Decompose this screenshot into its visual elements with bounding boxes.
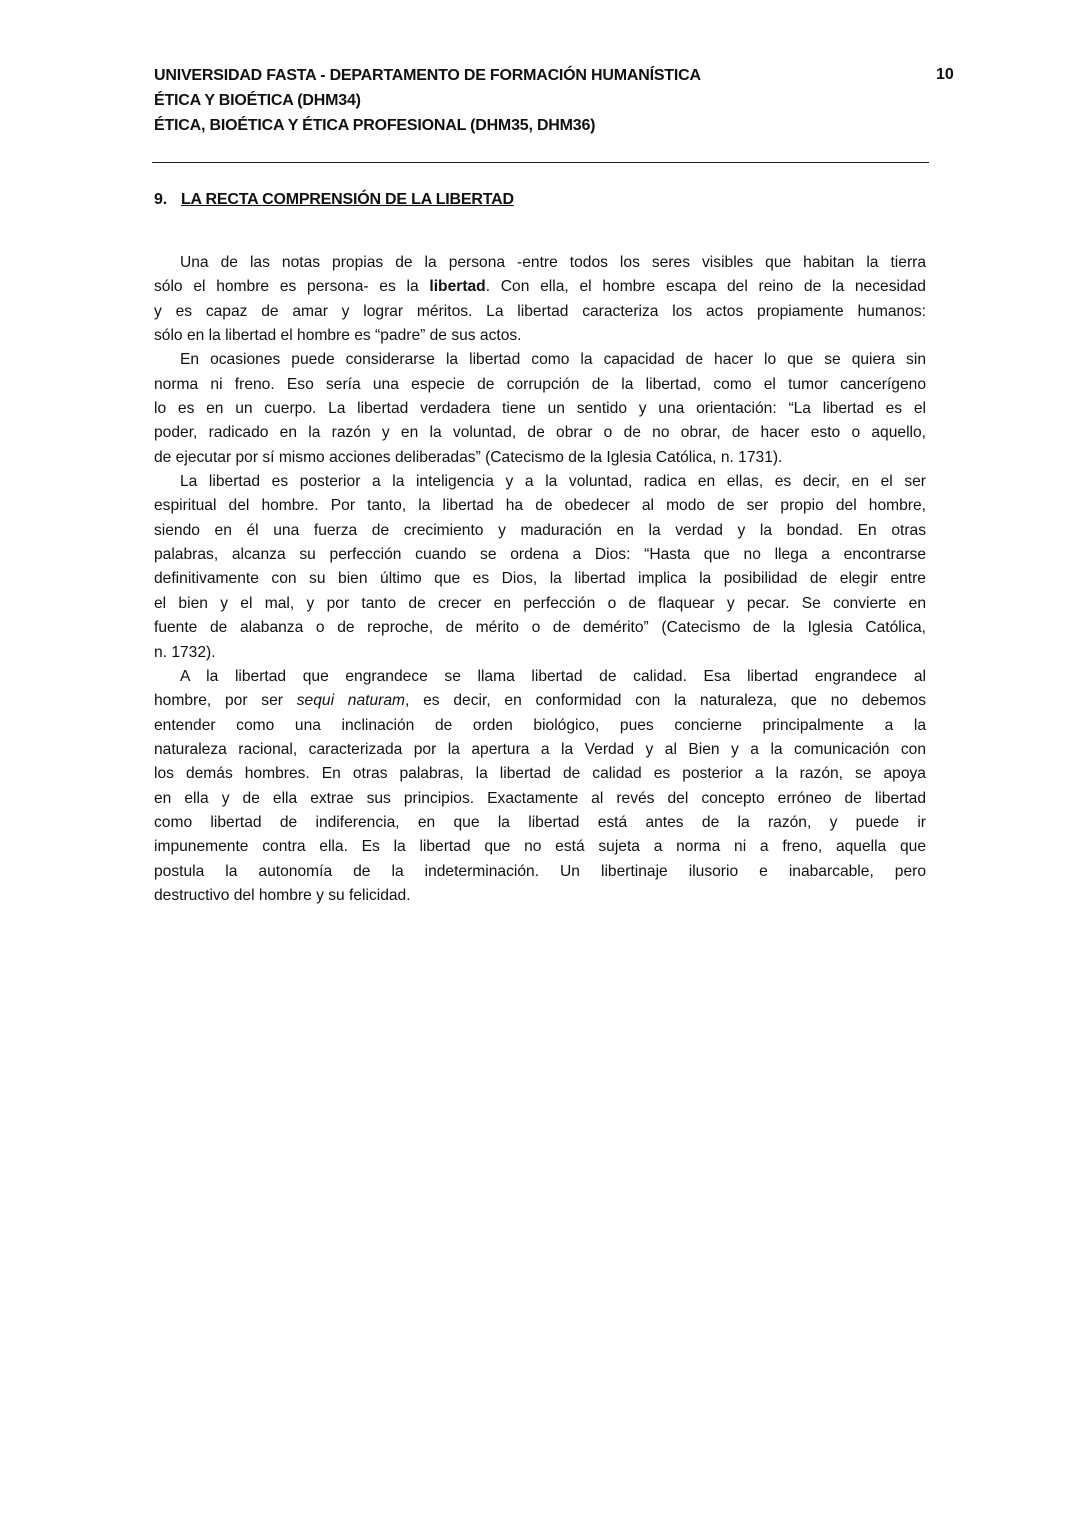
text-line: espiritual del hombre. Por tanto, la libertad ha de obedecer al modo de ser propio del hombre, <box>154 497 926 515</box>
text-line: destructivo del hombre y su felicidad. <box>154 886 411 904</box>
text-line: A la libertad que engrandece se llama libertad de calidad. Esa libertad engrandece al <box>180 667 926 685</box>
text-line: La libertad es posterior a la inteligencia y a la voluntad, radica en ellas, es decir, en el ser <box>180 473 926 491</box>
text-line: lo es en un cuerpo. La libertad verdadera tiene un sentido y una orientación: “La libertad es el <box>154 400 926 418</box>
text-line: norma ni freno. Eso sería una especie de corrupción de la libertad, como el tumor cancerígeno <box>154 375 926 393</box>
paragraph <box>154 665 926 908</box>
text-line: y es capaz de amar y lograr méritos. La libertad caracteriza los actos propiamente humanos: <box>154 302 926 320</box>
text-line: definitivamente con su bien último que es Dios, la libertad implica la posibilidad de elegir entre <box>154 570 926 588</box>
document-body <box>154 251 926 908</box>
text-line: poder, radicado en la razón y en la voluntad, de obrar o de no obrar, de hacer esto o aquello, <box>154 424 926 442</box>
text-line: siendo en él una fuerza de crecimiento y maduración en la verdad y la bondad. En otras <box>154 521 926 539</box>
text-line: postula la autonomía de la indeterminación. Un libertinaje ilusorio e inabarcable, pero <box>154 862 926 880</box>
text-line: fuente de alabanza o de reproche, de mérito o de demérito” (Catecismo de la Iglesia Católica, <box>154 619 926 637</box>
text-line: naturaleza racional, caracterizada por la apertura a la Verdad y al Bien y a la comunicación con <box>154 740 926 758</box>
paragraph <box>154 251 926 348</box>
text-line: de ejecutar por sí mismo acciones deliberadas” (Catecismo de la Iglesia Católica, n. 1731). <box>154 448 783 466</box>
text-line: Una de las notas propias de la persona -entre todos los seres visibles que habitan la tierra <box>180 254 926 271</box>
text-line: impunemente contra ella. Es la libertad que no está sujeta a norma ni a freno, aquella que <box>154 838 926 856</box>
text-line: sólo el hombre es persona- es la libertad. Con ella, el hombre escapa del reino de la necesidad <box>154 278 926 296</box>
text-line: sólo en la libertad el hombre es “padre” de sus actos. <box>154 327 522 345</box>
text-line: hombre, por ser sequi naturam, es decir, en conformidad con la naturaleza, que no debemos <box>154 692 926 710</box>
section-heading <box>154 191 514 209</box>
text-line: como libertad de indiferencia, en que la libertad está antes de la razón, y puede ir <box>154 813 926 831</box>
bold-term: libertad <box>429 278 486 296</box>
page-number: 10 <box>936 66 954 83</box>
header-divider <box>152 162 929 163</box>
section-title: LA RECTA COMPRENSIÓN DE LA LIBERTAD <box>180 191 514 208</box>
section-number: 9. <box>154 191 167 208</box>
text-line: entender como una inclinación de orden biológico, pues concierne principalmente a la <box>154 716 926 734</box>
text-line: n. 1732). <box>154 643 216 661</box>
text-line: En ocasiones puede considerarse la libertad como la capacidad de hacer lo que se quiera sin <box>180 351 926 369</box>
header-course-1: ÉTICA Y BIOÉTICA (DHM34) <box>154 92 361 109</box>
header-course-2: ÉTICA, BIOÉTICA Y ÉTICA PROFESIONAL (DHM35, DHM36) <box>154 117 596 134</box>
italic-term: sequi naturam <box>296 692 406 710</box>
text-line: en ella y de ella extrae sus principios. Exactamente al revés del concepto erróneo de libertad <box>154 789 926 807</box>
header-institution: UNIVERSIDAD FASTA - DEPARTAMENTO DE FORMACIÓN HUMANÍSTICA <box>154 67 701 84</box>
paragraph <box>154 348 926 470</box>
paragraph <box>154 470 926 665</box>
text-line: el bien y el mal, y por tanto de crecer en perfección o de flaquear y pecar. Se convierte en <box>154 594 926 612</box>
text-line: palabras, alcanza su perfección cuando se ordena a Dios: “Hasta que no llega a encontrarse <box>154 546 926 564</box>
text-line: los demás hombres. En otras palabras, la libertad de calidad es posterior a la razón, se apoya <box>154 765 926 783</box>
